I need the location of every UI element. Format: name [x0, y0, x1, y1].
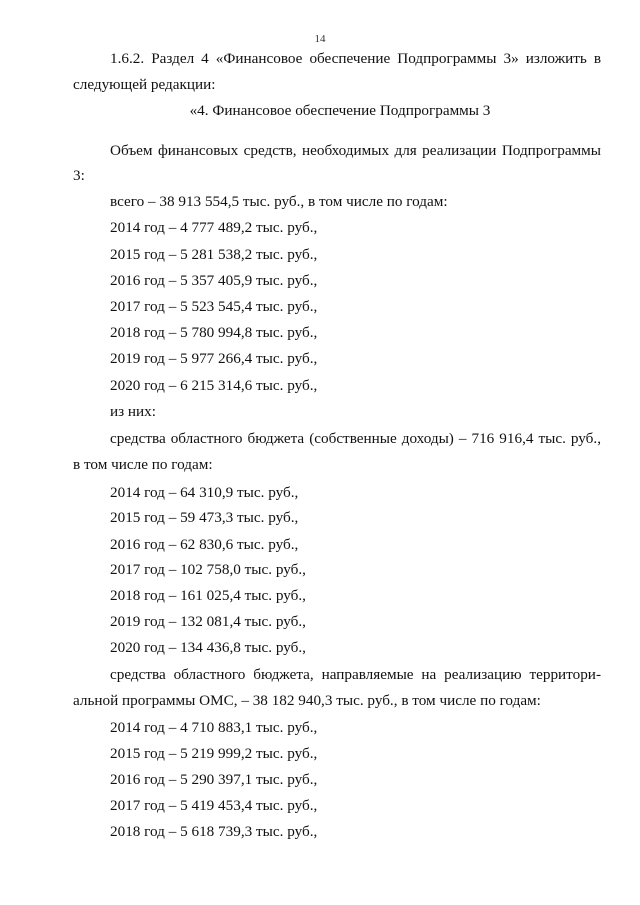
total-year-2019: 2019 год – 5 977 266,4 тыс. руб., — [110, 350, 318, 367]
total-year-2020: 2020 год – 6 215 314,6 тыс. руб., — [110, 377, 318, 394]
regional-own-line-2: в том числе по годам: — [73, 456, 213, 473]
regional-own-year-2014: 2014 год – 64 310,9 тыс. руб., — [110, 484, 299, 501]
oms-year-2016: 2016 год – 5 290 397,1 тыс. руб., — [110, 771, 318, 788]
total-year-2017: 2017 год – 5 523 545,4 тыс. руб., — [110, 298, 318, 315]
total-year-2014: 2014 год – 4 777 489,2 тыс. руб., — [110, 219, 318, 236]
volume-line-2: 3: — [73, 167, 85, 184]
regional-own-year-2017: 2017 год – 102 758,0 тыс. руб., — [110, 561, 306, 578]
oms-line-1: средства областного бюджета, направляемые на реализацию территори- — [110, 666, 601, 683]
oms-line-2: альной программы ОМС, – 38 182 940,3 тыс. руб., в том числе по годам: — [73, 692, 541, 709]
intro-line-2: следующей редакции: — [73, 76, 216, 93]
regional-own-year-2020: 2020 год – 134 436,8 тыс. руб., — [110, 639, 306, 656]
regional-own-year-2015: 2015 год – 59 473,3 тыс. руб., — [110, 509, 299, 526]
oms-year-2018: 2018 год – 5 618 739,3 тыс. руб., — [110, 823, 318, 840]
volume-line-1: Объем финансовых средств, необходимых для реализации Подпрограммы — [110, 142, 601, 159]
total-year-2015: 2015 год – 5 281 538,2 тыс. руб., — [110, 246, 318, 263]
page-number: 14 — [314, 33, 326, 45]
oms-year-2017: 2017 год – 5 419 453,4 тыс. руб., — [110, 797, 318, 814]
oms-year-2014: 2014 год – 4 710 883,1 тыс. руб., — [110, 719, 318, 736]
of-them-label: из них: — [110, 403, 156, 420]
regional-own-year-2016: 2016 год – 62 830,6 тыс. руб., — [110, 536, 299, 553]
oms-year-2015: 2015 год – 5 219 999,2 тыс. руб., — [110, 745, 318, 762]
regional-own-line-1: средства областного бюджета (собственные доходы) – 716 916,4 тыс. руб., — [110, 430, 601, 447]
total-line: всего – 38 913 554,5 тыс. руб., в том числе по годам: — [110, 193, 448, 210]
regional-own-year-2018: 2018 год – 161 025,4 тыс. руб., — [110, 587, 306, 604]
total-year-2018: 2018 год – 5 780 994,8 тыс. руб., — [110, 324, 318, 341]
intro-line-1: 1.6.2. Раздел 4 «Финансовое обеспечение Подпрограммы 3» изложить в — [110, 50, 601, 67]
regional-own-year-2019: 2019 год – 132 081,4 тыс. руб., — [110, 613, 306, 630]
total-year-2016: 2016 год – 5 357 405,9 тыс. руб., — [110, 272, 318, 289]
section-heading: «4. Финансовое обеспечение Подпрограммы 3 — [189, 102, 491, 119]
